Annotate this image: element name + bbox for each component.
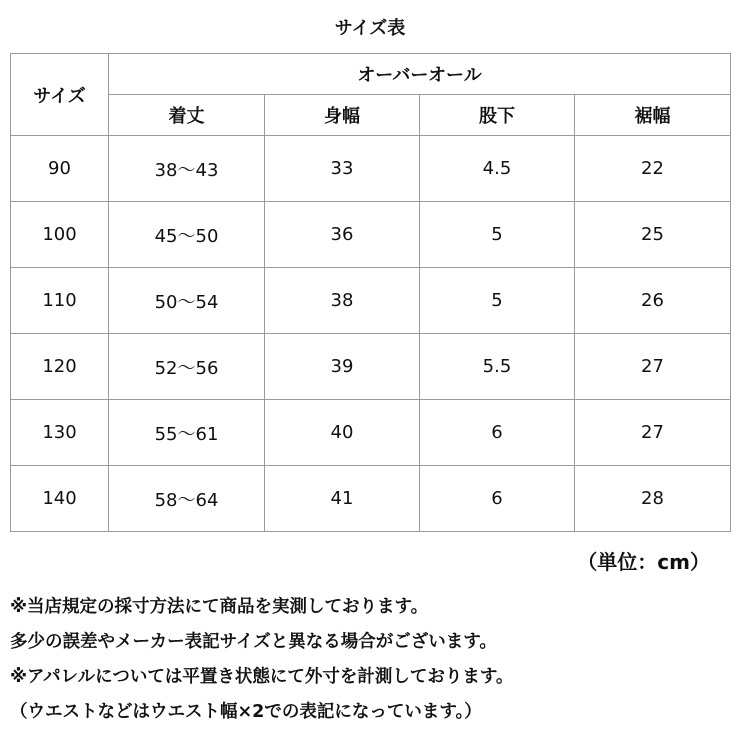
width-cell: 40 [265,400,420,466]
inseam-cell: 6 [420,400,575,466]
overall-group-header: オーバーオール [109,54,731,95]
inseam-cell: 5 [420,268,575,334]
size-cell: 140 [11,466,109,532]
note-line: 多少の誤差やメーカー表記サイズと異なる場合がございます。 [10,632,497,652]
size-table [10,53,731,532]
inseam-cell: 4.5 [420,136,575,202]
page-title: サイズ表 [334,18,406,39]
width-cell: 41 [265,466,420,532]
inseam-cell: 6 [420,466,575,532]
hem-width-cell: 25 [575,202,731,268]
hem-width-cell: 28 [575,466,731,532]
hem-width-cell: 27 [575,400,731,466]
column-header-hem-width: 裾幅 [575,95,731,136]
length-cell: 52～56 [109,334,265,400]
hem-width-cell: 27 [575,334,731,400]
table-row [11,202,731,268]
table-row [11,268,731,334]
width-cell: 33 [265,136,420,202]
table-row [11,466,731,532]
length-cell: 50～54 [109,268,265,334]
inseam-cell: 5 [420,202,575,268]
length-cell: 55～61 [109,400,265,466]
hem-width-cell: 26 [575,268,731,334]
size-column-header: サイズ [11,54,109,136]
notes-block [10,590,730,730]
unit-note: （単位：cm） [577,550,710,574]
note-line: ※アパレルについては平置き状態にて外寸を計測しております。 [10,667,514,687]
column-header-inseam: 股下 [420,95,575,136]
size-cell: 120 [11,334,109,400]
column-header-width: 身幅 [265,95,420,136]
inseam-cell: 5.5 [420,334,575,400]
width-cell: 36 [265,202,420,268]
size-cell: 90 [11,136,109,202]
header-row-columns [11,95,731,136]
header-row-top [11,54,731,95]
size-cell: 130 [11,400,109,466]
width-cell: 39 [265,334,420,400]
width-cell: 38 [265,268,420,334]
table-row [11,136,731,202]
note-line: （ウエストなどはウエスト幅×2での表記になっています。） [10,702,482,722]
size-cell: 110 [11,268,109,334]
length-cell: 45～50 [109,202,265,268]
table-row [11,334,731,400]
length-cell: 58～64 [109,466,265,532]
length-cell: 38～43 [109,136,265,202]
hem-width-cell: 22 [575,136,731,202]
table-row [11,400,731,466]
column-header-length: 着丈 [109,95,265,136]
size-cell: 100 [11,202,109,268]
note-line: ※当店規定の採寸方法にて商品を実測しております。 [10,597,429,617]
